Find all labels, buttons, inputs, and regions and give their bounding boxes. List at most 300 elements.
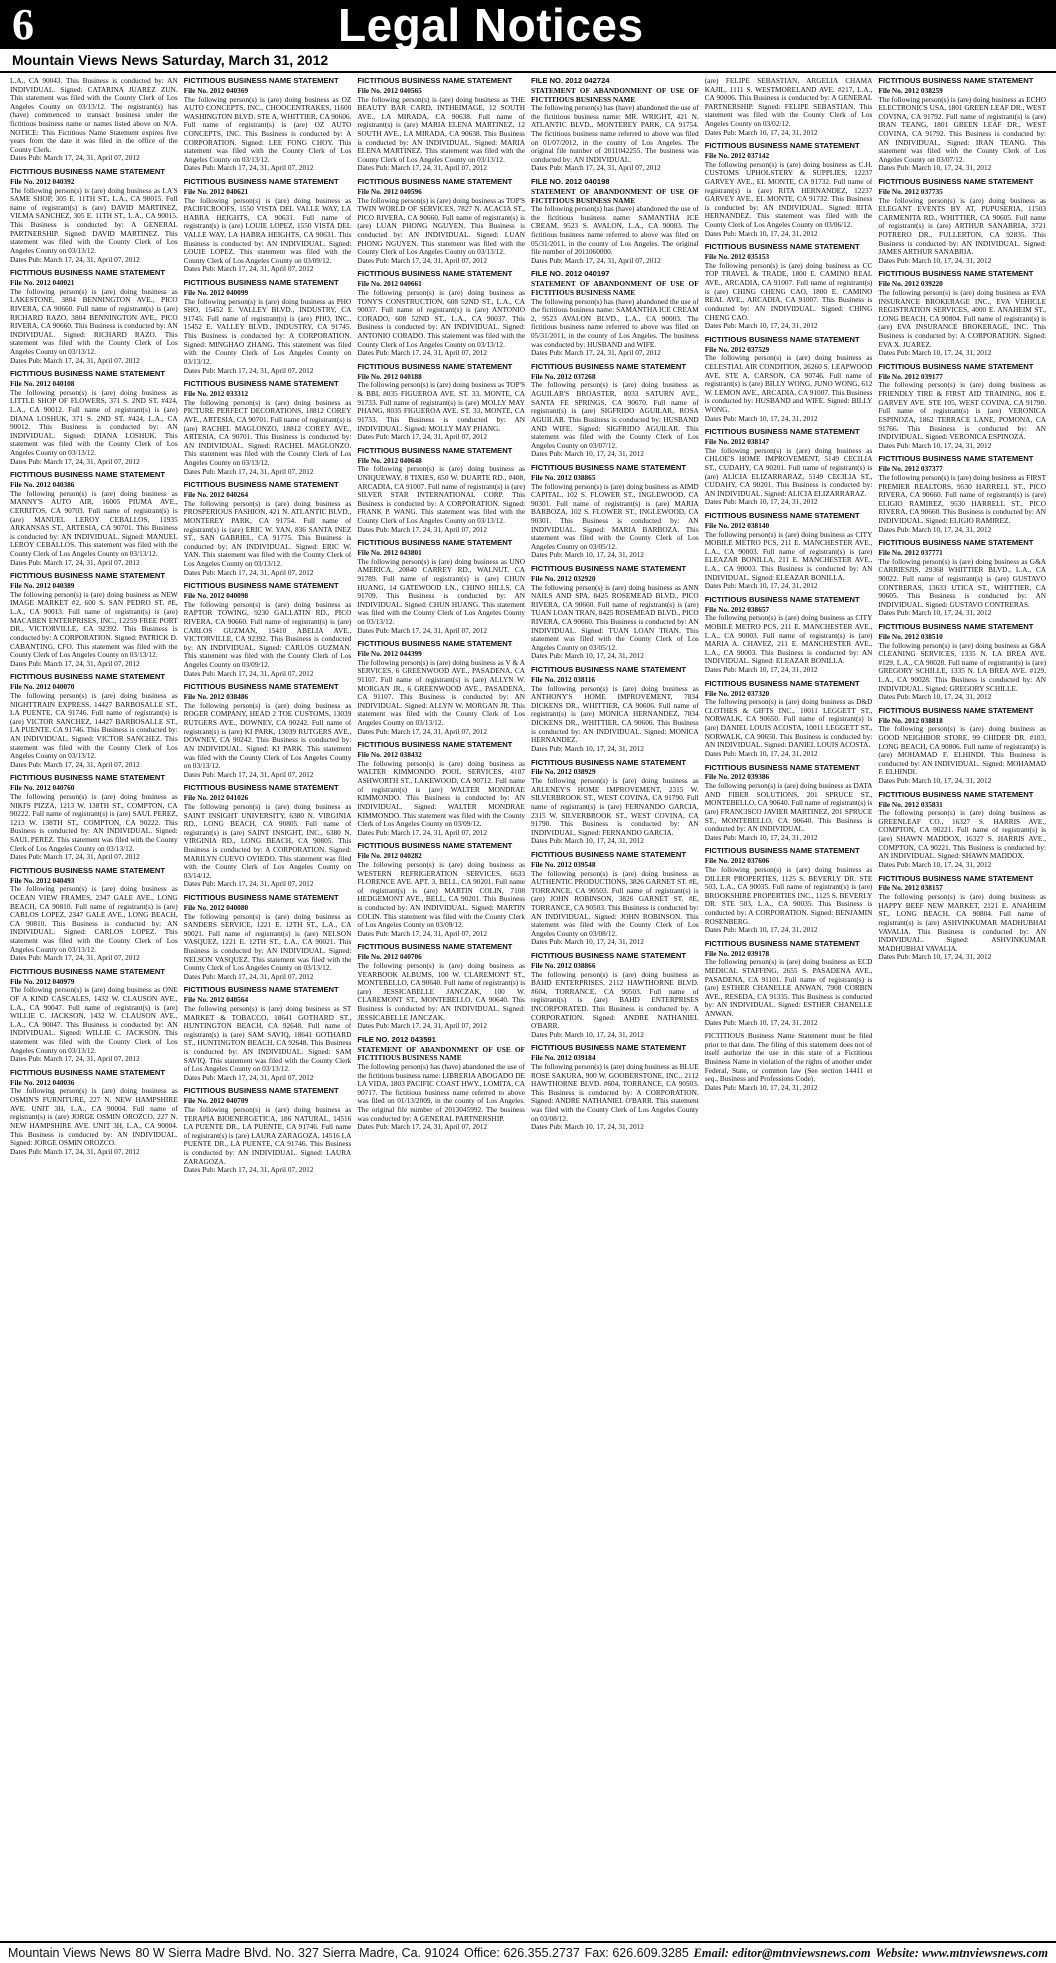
- legal-notice: [357, 77, 525, 173]
- notice-file-number: File No. 2012 033312: [183, 389, 249, 399]
- notice-heading: FILE NO. 2012 043591: [357, 1034, 436, 1044]
- notice-heading: FICTITIOUS BUSINESS NAME STATEMENT: [183, 892, 339, 902]
- notice-body: The following person(s) is (are) doing business as FRIENDLY TIRE & FIRST AID TRAINING, 806 E. GARVEY AVE. STE 105, WEST COVINA, CA 91790. Full name of registrant(s) is (are) VERONICA ESPINOZA, 1862 TERRACE LANE, POMONA, CA 91766. This Business is conducted by: AN INDIVIDUAL. Signed: VERONICA ESPINOZA.: [878, 380, 1047, 442]
- notice-body: The following person(s) is (are) doing business as YEARBOOK ALBUMS, 100 W. CLAREMONT ST., MONTEBELLO, CA 90640. Full name of registrant(s) is (are) JESSICABELLE JANCZAK, 100 W. CLAREMONT ST., MONTEBELLO, CA 90640. This Business is conducted by: AN INDIVIDUAL. Signed: JESSICABELLE JANCZAK.: [357, 960, 526, 1022]
- notice-heading: FILE NO. 2012 040197: [531, 269, 610, 279]
- notice-heading: FICTITIOUS BUSINESS NAME STATEMENT: [10, 773, 165, 783]
- notice-file-number: File No. 2012 040369: [183, 85, 249, 95]
- legal-notice: [10, 572, 178, 668]
- notice-body: The following person(s) is (are) doing business as NIGHTTRAIN EXPRESS, 14427 BARBOSALLE ST., LA PUENTE, CA 91746. Full name of registrant(s) is (are) VICTOR SANCHEZ, 14427 BARBOSALLE ST., LA PUENTE, CA 91746. This Business is conducted by: AN INDIVIDUAL. Signed: VICTOR SANCHEZ. This statement was filed with the County Clerk of Los Angeles County on 03/13/12.: [10, 690, 178, 761]
- legal-notice: [357, 178, 525, 265]
- column-4: [531, 77, 699, 1939]
- column-5: [705, 77, 873, 1939]
- notice-body: The following person(s) is (are) doing business as CHLOE'S HOME IMPROVEMENT, 5149 CECILIA ST., CUDAHY, CA 90201. Full name of registrant(s) is (are) ALICIA ELIZARRARAZ, 5149 CECILIA ST., CUDAHY, CA 90201. This Business is conducted by: AN INDIVIDUAL. Signed: ALICIA ELIZARRARAZ.: [704, 445, 873, 498]
- notice-publication-dates: Dates Pub: March 17, 24, 31, April 07, 2012: [183, 1165, 314, 1175]
- notice-file-number: File No. 2012 040386: [10, 480, 75, 490]
- column-3: [357, 77, 525, 1939]
- notice-heading: FICTITIOUS BUSINESS NAME STATEMENT: [531, 950, 686, 960]
- notice-publication-dates: Dates Pub: March 17, 24, 31, April 07, 2012: [357, 928, 488, 938]
- notice-heading: FICTITIOUS BUSINESS NAME STATEMENT: [704, 334, 860, 344]
- notice-heading: FICTITIOUS BUSINESS NAME STATEMENT: [183, 985, 339, 995]
- notice-file-number: File No. 2012 040098: [183, 591, 249, 601]
- legal-notice: [357, 943, 525, 1030]
- notice-file-number: File No. 2012 032920: [531, 573, 596, 583]
- notice-publication-dates: Dates Pub: March 17, 24, 31, April 07, 2012: [10, 153, 140, 163]
- notice-publication-dates: Dates Pub: March 10, 17, 24, 31, 2012: [531, 651, 644, 661]
- notice-file-number: STATEMENT OF ABANDONMENT OF USE OF FICTITIOUS BUSINESS NAME: [357, 1044, 526, 1063]
- notice-file-number: File No. 2012 037320: [704, 688, 770, 698]
- notice-heading: FICTITIOUS BUSINESS NAME STATEMENT: [357, 361, 513, 371]
- notice-file-number: File No. 2012 040596: [357, 187, 422, 196]
- notice-body: The following person(s) is (are) doing business as ELEGANT EVENTS BY AT, PUPUSERIA, 11503 CARMENITA RD., WHITTIER, CA 90605. Full name of registrant(s) is (are) ARTHUR SANABRIA, 3721 POTRERO DR., FULLERTON, CA 92835. This Business is conducted by: AN INDIVIDUAL. Signed: JAMES ARTHUR SANABRIA.: [878, 195, 1047, 257]
- notice-heading: FICTITIOUS BUSINESS NAME STATEMENT: [704, 678, 860, 688]
- legal-notice: [878, 791, 1046, 870]
- notice-publication-dates: Dates Pub: March 10, 17, 24, 31, 2012: [878, 163, 992, 173]
- notice-publication-dates: Dates Pub: March 10, 17, 24, 31, 2012: [878, 524, 992, 534]
- notice-body: FICTITIOUS Business Name Statement must be filed prior to that date. The filing of this statement does not of itself authorize the use in this state of a Fictitious Business Name in violation of the rights of another under Federal, State, or common law (See section 14411 et seq., Business and Professions Code).: [704, 1031, 873, 1084]
- legal-notice: [10, 370, 178, 466]
- legal-notice: [10, 269, 178, 365]
- notice-heading: FICTITIOUS BUSINESS NAME STATEMENT: [704, 846, 860, 856]
- notice-heading: FICTITIOUS BUSINESS NAME STATEMENT: [357, 740, 513, 750]
- notice-publication-dates: Dates Pub: March 10, 17, 24, 31, 2012: [531, 550, 644, 560]
- notice-publication-dates: Dates Pub: March 17, 24, 31, April 07, 2012: [357, 1021, 488, 1031]
- notice-publication-dates: Dates Pub: March 10, 17, 24, 31, 2012: [704, 925, 818, 935]
- notice-publication-dates: Dates Pub: March 10, 17, 24, 31, 2012: [704, 1017, 818, 1027]
- notice-body: The following person(s) is (are) doing business as V & A SERVICES, 6 GREENWOOD AVE., PASADENA, CA 91107. Full name of registrant(s) is (are) ALLYN W. MORGAN JR., 6 GREENWOOD AVE., PASADENA, CA 91107. This Business is conducted by: AN INDIVIDUAL. Signed: ALLYN W. MORGAN JR. This statement was filed with the County Clerk of Los Angeles County on 03/13/12.: [357, 657, 526, 728]
- legal-notice: [878, 707, 1046, 786]
- footer-fax: Fax: 626.609.3285: [584, 1946, 689, 1960]
- notice-publication-dates: Dates Pub: March 17, 24, 31, April 07, 2012: [10, 759, 140, 769]
- notice-heading: FICTITIOUS BUSINESS NAME STATEMENT: [878, 361, 1034, 371]
- notice-file-number: STATEMENT OF ABANDONMENT OF USE OF FICTITIOUS BUSINESS NAME: [531, 279, 699, 298]
- notice-file-number: File No. 2012 039548: [531, 859, 596, 869]
- legal-notice: [357, 447, 525, 534]
- notice-heading: FICTITIOUS BUSINESS NAME STATEMENT: [704, 141, 860, 151]
- notice-publication-dates: Dates Pub: March 10, 17, 24, 31, 2012: [531, 449, 644, 459]
- legal-notice: [357, 1036, 525, 1132]
- legal-notice: [184, 894, 352, 981]
- notice-heading: FICTITIOUS BUSINESS NAME STATEMENT: [704, 594, 860, 604]
- notice-file-number: File No. 2012 040392: [10, 177, 75, 187]
- notice-publication-dates: Dates Pub: March 17, 24, 31, April 07, 2012: [531, 255, 661, 265]
- notice-heading: FICTITIOUS BUSINESS NAME STATEMENT: [704, 762, 860, 772]
- legal-notice: [878, 363, 1046, 450]
- legal-notice: [184, 481, 352, 577]
- notice-publication-dates: Dates Pub: March 10, 17, 24, 31, 2012: [878, 608, 992, 618]
- notice-publication-dates: Dates Pub: March 10, 17, 24, 31, 2012: [704, 1082, 818, 1092]
- notice-body: The following person(s) is (are) doing business as C.H. CUSTOMS UPHOLSTERY & SUPPLIES, 12237 GARVEY AVE., EL MONTE, CA 91732. Full name of registrant(s) is (are) RITA HERNANDEZ, 12237 GARVEY AVE., EL MONTE, CA 91732. This Business is conducted by: AN INDIVIDUAL. Signed: RITA HERNANDEZ. This statement was filed with the County Clerk of Los Angeles County on 03/06/12.: [704, 159, 873, 230]
- notice-body: The following person(s) is (are) doing business as PICTURE PERFECT DECORATIONS, 18812 COREY AVE., ARTESIA, CA 90701. Full name of registrant(s) is (are) RACHEL MAGLONZO, 18812 COREY AVE., ARTESIA, CA 90701. This Business is conducted by: AN INDIVIDUAL. Signed: RACHEL MAGLONZO. This statement was filed with the County Clerk of Los Angeles County on 03/13/12.: [183, 397, 352, 467]
- notice-file-number: File No. 2012 035831: [878, 799, 943, 809]
- notice-body: The following person(s) is (are) doing business as DATA AND FIBER SOLUTIONS, 201 SPRUCE ST., MONTEBELLO, CA 90640. Full name of registrant(s) is (are) FRANCISCO JAVIER MARTINEZ, 201 SPRUCE ST., MONTEBELLO, CA 90640. This Business is conducted by: AN INDIVIDUAL.: [704, 781, 873, 834]
- notice-file-number: STATEMENT OF ABANDONMENT OF USE OF FICTITIOUS BUSINESS NAME: [531, 85, 699, 104]
- notice-file-number: File No. 2012 037268: [531, 371, 596, 381]
- notice-publication-dates: Dates Pub: March 17, 24, 31, April 07, 2012: [357, 255, 488, 265]
- notice-file-number: File No. 2012 040036: [10, 1077, 75, 1087]
- legal-notice: [184, 784, 352, 889]
- notice-publication-dates: Dates Pub: March 17, 24, 31, April 07, 2012: [10, 254, 140, 264]
- notice-heading: FICTITIOUS BUSINESS NAME STATEMENT: [357, 942, 513, 952]
- legal-notice: [705, 680, 873, 759]
- notice-body: The following person(s) is (are) doing business as ARLENEY'S HOME IMPROVEMENT, 2315 W. SILVERBROOK ST., WEST COVINA, CA 91790. Full name of registrant(s) is (are) FERNANDO GARCIA, 2315 W. SILVERBROOK ST., WEST COVINA, CA 91790. This Business is conducted by: AN INDIVIDUAL. Signed: FERNANDO GARCIA.: [531, 776, 699, 837]
- legal-notice: [184, 683, 352, 779]
- notice-heading: FICTITIOUS BUSINESS NAME STATEMENT: [357, 538, 513, 548]
- notice-body: The following person(s) is (are) doing business as GOOD NEIGHBOR STORE, 99 CHIDER DR. #103, LONG BEACH, CA 90806. Full name of registrant(s) is (are) MOHAMAD F. ELHINDI. This Business is conducted by: AN INDIVIDUAL. Signed: MOHAMAD F. ELHINDI.: [878, 724, 1047, 777]
- legal-notice: [878, 270, 1046, 357]
- notice-heading: FICTITIOUS BUSINESS NAME STATEMENT: [10, 167, 165, 177]
- notice-heading: FILE NO. 2012 040198: [531, 177, 610, 187]
- notice-body: The following person(s) is (are) doing business as OCEAN VIEW FRAMES, 2347 GALE AVE., LONG BEACH, CA 90810. Full name of registrant(s) is (are) CARLOS LOPEZ, 2347 GALE AVE., LONG BEACH, CA 90810. This Business is conducted by: AN INDIVIDUAL. Signed: CARLOS LOPEZ. This statement was filed with the County Clerk of Los Angeles County on 03/13/12.: [10, 884, 178, 954]
- notice-columns: [10, 77, 1046, 1939]
- legal-notice: [531, 759, 699, 846]
- notice-publication-dates: Dates Pub: March 10, 17, 24, 31, 2012: [878, 952, 992, 962]
- notice-body: The following person(s) is (are) doing business as WESTERN REFRIGERATION SERVICES, 6633 FLORENCE AVE. APT. 3, BELL, CA 90201. Full name of registrant(s) is (are) MARTIN COLIN, 7108 HEDGEMONT AVE., BELL, CA 90201. This Business is conducted by: AN INDIVIDUAL. Signed: MARTIN COLIN. This statement was filed with the County Clerk of Los Angeles County on 03/09/12.: [357, 859, 526, 930]
- footer-address: 80 W Sierra Madre Blvd. No. 327 Sierra Madre, Ca. 91024: [135, 1946, 460, 1960]
- notice-body: The following person(s) is (are) doing business as TERAPIA BIOENERGETICA, 186 NATURAL, 14516 LA PUENTE DR., LA PUENTE, CA 91746. Full name of registrant(s) is (are) LAURA ZARAGOZA, 14516 LA PUENTE DR., LA PUENTE, CA 91746. This Business is conducted by: AN INDIVIDUAL. Signed: LAURA ZARAGOZA.: [183, 1105, 352, 1166]
- notice-heading: FICTITIOUS BUSINESS NAME STATEMENT: [10, 1067, 165, 1077]
- notice-file-number: File No. 2012 037529: [704, 344, 770, 354]
- notice-body: The following person(s) is (are) doing business as ANTHONY'S HOME IMPROVEMENT, 7834 DICKENS DR., WHITTIER, CA 90606. Full name of registrant(s) is (are) MONICA HERNANDEZ, 7834 DICKENS DR., WHITTIER, CA 90606. This Business is conducted by: AN INDIVIDUAL. Signed: MONICA HERNANDEZ.: [531, 683, 699, 745]
- footer-email[interactable]: Email: editor@mtnviewsnews.com: [693, 1945, 871, 1960]
- legal-notice: [10, 471, 178, 567]
- legal-notice: [878, 455, 1046, 534]
- notice-publication-dates: Dates Pub: March 10, 17, 24, 31, 2012: [878, 440, 992, 450]
- notice-body: The following person(s) is (are) doing business as GREENLEAF CO., 16327 S. HARRIS AVE., COMPTON, CA 90221. Full name of registrant(s) is (are) SHAWN MADDOX, 16327 S. HARRIS AVE., COMPTON, CA 90221. This Business is conducted by: AN INDIVIDUAL. Signed: SHAWN MADDOX.: [878, 808, 1047, 861]
- notice-file-number: File No. 2012 038866: [531, 960, 596, 970]
- notice-heading: FICTITIOUS BUSINESS NAME STATEMENT: [357, 639, 513, 649]
- notice-heading: FICTITIOUS BUSINESS NAME STATEMENT: [878, 454, 1034, 464]
- notice-publication-dates: Dates Pub: March 17, 24, 31, April 07, 2012: [357, 432, 488, 442]
- notice-heading: FICTITIOUS BUSINESS NAME STATEMENT: [878, 789, 1034, 799]
- notice-heading: FICTITIOUS BUSINESS NAME STATEMENT: [878, 77, 1034, 85]
- notice-file-number: File No. 2012 040264: [183, 490, 249, 500]
- notice-body: The following person(s) is (are) doing business as DILLER PROPERTIES, 1125 S. BEVERLY DR. STE 503, L.A., CA 90035. Full name of registrant(s) is (are) BROOKSHIRE PROPERTIES INC., 1125 S. BEVERLY DR. STE 503, L.A., CA 90035. This Business is conducted by: A CORPORATION. Signed: BENJAMIN ROSENBERG.: [704, 864, 873, 926]
- notice-heading: FICTITIOUS BUSINESS NAME STATEMENT: [183, 177, 339, 187]
- notice-heading: FICTITIOUS BUSINESS NAME STATEMENT: [531, 361, 686, 371]
- notice-body: The following person(s) is (are) doing business as CITY MOBILE METRO PCS, 211 E. MANCHESTER AVE., L.A., CA 90003. Full name of registrant(s) is (are) ELEAZAR BONILLA, 211 E. MANCHESTER AVE., L.A., CA 90003. This Business is conducted by: AN INDIVIDUAL. Signed: ELEAZAR BONILLA.: [704, 529, 873, 582]
- notice-file-number: File No. 2012 038865: [531, 472, 596, 482]
- notice-heading: FICTITIOUS BUSINESS NAME STATEMENT: [183, 278, 339, 288]
- notice-body: The following person(s) is (are) doing business as G&A CARRIESJIS, 29368 WHITTIER BLVD., L.A., CA 90022. Full name of registrant(s) is (are) GUSTAVO CONTRERAS, 13633 UTICA ST., WHITTIER, CA 90605. This Business is conducted by: AN INDIVIDUAL. Signed: GUSTAVO CONTRERAS.: [878, 556, 1047, 609]
- notice-body: L.A., CA 90043. This Business is conducted by: AN INDIVIDUAL. Signed: CATARINA JUAREZ ZUN. This statement was filed with the County Clerk of Los Angeles County on 03/13/12. The registrant(s) has (have) commenced to transact business under the fictitious business name or names listed above on N/A. NOTICE: This Fictitious Name Statement expires five years from the date it was filed in the office of the County Clerk.: [10, 77, 178, 154]
- notice-heading: FICTITIOUS BUSINESS NAME STATEMENT: [704, 242, 860, 252]
- notice-body: The following person(s) is (are) doing business as THE BEAUTY BAR CARD, INTHEIMAGE, 12 SOUTH AVE., LA MIRADA, CA 90638. Full name of registrant(s) is (are) MARIA ELENA MARTINEZ, 12 SOUTH AVE., LA MIRADA, CA 90638. This Business is conducted by: AN INDIVIDUAL. Signed: MARIA ELENA MARTINEZ. This statement was filed with the County Clerk of Los Angeles County on 03/13/12.: [357, 94, 526, 164]
- legal-notice: [10, 774, 178, 861]
- notice-body: The following person(s) is (are) doing business as BAHD ENTERPRISES, 2112 HAWTHORNE BLVD. #604, TORRANCE, CA 90503. Full name of registrant(s) is (are) BAHD ENTERPRISES INCORPORATED. This Business is conducted by: A CORPORATION. Signed: ANDRE NATHANIEL O'BARR.: [531, 969, 699, 1031]
- notice-publication-dates: Dates Pub: March 10, 17, 24, 31, 2012: [531, 1122, 644, 1132]
- notice-heading: FILE NO. 2012 042724: [531, 77, 610, 85]
- notice-heading: FICTITIOUS BUSINESS NAME STATEMENT: [878, 873, 1034, 883]
- footer: [0, 1943, 1056, 1963]
- legal-notice: [878, 77, 1046, 173]
- notice-file-number: File No. 2012 038657: [704, 604, 770, 614]
- notice-body: The following person(s) is (are) doing business as CC TOP TRAVEL & TRADE, 1800 E. CAMINO REAL AVE., ARCADIA, CA 91007. Full name of registrant(s) is (are) CHING CHENG CAO, 1800 E. CAMINO REAL AVE., ARCADIA, CA 91007. This Business is conducted by: AN INDIVIDUAL. Signed: CHING CHENG CAO.: [704, 260, 873, 322]
- notice-body: The following person(s) is (are) doing business as OZ AUTO CONCEPTS, INC., CHOOCENTRAKES, 11600 WASHINGTON BLVD. STE A, WHITTIER, CA 90606. Full name of registrant(s) is (are) OZ AUTO CONCEPTS, INC. This Business is conducted by: A CORPORATION. Signed: LEE FONG CHOY. This statement was filed with the County Clerk of Los Angeles County on 03/13/12.: [183, 94, 352, 164]
- notice-publication-dates: Dates Pub: March 10, 17, 24, 31, 2012: [704, 321, 818, 331]
- legal-notice: [184, 178, 352, 274]
- notice-publication-dates: Dates Pub: March 10, 17, 24, 31, 2012: [878, 776, 992, 786]
- notice-publication-dates: Dates Pub: March 17, 24, 31, April 07, 2012: [357, 827, 488, 837]
- notice-publication-dates: Dates Pub: March 17, 24, 31, April 07, 2012: [183, 971, 314, 981]
- legal-notice: [705, 764, 873, 843]
- notice-body: The following person(s) is (are) doing business as ECD MEDICAL STAFFING, 2655 S. PASADENA AVE., PASADENA, CA 91101. Full name of registrant(s) is (are) ESTHER CHANELLE ANWAN, 7908 CORBIN AVE., RESEDA, CA 91335. This Business is conducted by: AN INDIVIDUAL. Signed: ESTHER CHANELLE ANWAN.: [704, 957, 873, 1018]
- notice-body: The following person(s) is (are) doing business as ECHO ELECTRONICS USA, 1801 GREEN LEAF DR., WEST COVINA, CA 91792. Full name of registrant(s) is (are) IRAN TEANG, 1801 GREEN LEAF DR., WEST COVINA, CA 91792. This Business is conducted by: AN INDIVIDUAL. Signed: IRAN TEANG. This statement was filed with the County Clerk of Los Angeles County on 03/07/12.: [878, 94, 1047, 164]
- masthead: [0, 0, 1056, 49]
- legal-notice: [357, 363, 525, 442]
- legal-notice: [705, 596, 873, 675]
- notice-heading: FICTITIOUS BUSINESS NAME STATEMENT: [10, 966, 165, 976]
- notice-body: The following person(s) is (are) doing business as LAKESTONE, 3804 BENNINGTON AVE., PICO RIVERA, CA 90660. Full name of registrant(s) is (are) RICHARD RAZO, 3804 BENNINGTON AVE., PICO RIVERA, CA 90660. This Business is conducted by: AN INDIVIDUAL. Signed: RICHARD RAZO. This statement was filed with the County Clerk of Los Angeles County on 03/13/12.: [10, 286, 178, 356]
- legal-notice: [531, 464, 699, 560]
- notice-file-number: File No. 2012 040706: [357, 952, 422, 962]
- notice-heading: FICTITIOUS BUSINESS NAME STATEMENT: [183, 682, 339, 692]
- notice-file-number: File No. 2012 038147: [704, 437, 770, 447]
- legal-notice: [531, 666, 699, 753]
- legal-notice: [10, 968, 178, 1064]
- notice-publication-dates: Dates Pub: March 10, 17, 24, 31, 2012: [704, 832, 818, 842]
- notice-file-number: File No. 2012 040188: [357, 371, 422, 381]
- notice-body: The following person(s) is (are) doing business as UNO AMERICA, 20840 CARREY RD., WALNUT, CA 91789. Full name of registrant(s) is (are) CHUN HUANG, 14 GATEWOOD LN., CHINO HILLS, CA 91709. This Business is conducted by: AN INDIVIDUAL. Signed: CHUN HUANG. This statement was filed with the County Clerk of Los Angeles County on 03/13/12.: [357, 556, 526, 627]
- notice-heading: FICTITIOUS BUSINESS NAME STATEMENT: [10, 369, 165, 379]
- notice-file-number: File No. 2012 040979: [10, 976, 75, 986]
- legal-notice: [184, 77, 352, 173]
- legal-notice: [705, 243, 873, 330]
- notice-file-number: File No. 2012 040621: [183, 187, 249, 196]
- notice-heading: FICTITIOUS BUSINESS NAME STATEMENT: [357, 177, 513, 187]
- notice-body: The following person(s) is (are) doing business as SAINT INSIGHT UNIVERSITY, 6380 N. VIRGINIA RD., LONG BEACH, CA 90805. Full name of registrant(s) is (are) SAINT INSIGHT, INC., 6380 N. VIRGINIA RD., LONG BEACH, CA 90805. This Business is conducted by: A CORPORATION. Signed: MARILYN CUEVO OVIEDO. This statement was filed with the County Clerk of Los Angeles County on 03/14/12.: [183, 801, 352, 880]
- notice-publication-dates: Dates Pub: March 10, 17, 24, 31, 2012: [531, 1029, 644, 1039]
- header-divider: [0, 71, 1056, 73]
- legal-notice: [10, 867, 178, 963]
- notice-body: The following person(s) is (are) doing business as FIRST PREMIER REALTORS, 9530 HARRELL ST., PICO RIVERA, CA 90660. Full name of registrant(s) is (are) ELIGIO RAMIREZ, 9530 HARRELL ST., PICO RIVERA, CA 90660. This Business is conducted by: AN INDIVIDUAL. Signed: ELIGIO RAMIREZ.: [878, 472, 1047, 525]
- notice-file-number: File No. 2012 040760: [10, 783, 75, 793]
- notice-body: The following person(s) is (are) doing business as PACIFICROOFS, 1550 VISTA DEL VALLE WAY, LA HABRA HEIGHTS, CA 90631. Full name of registrant(s) is (are) LOUIE LOPEZ, 1550 VISTA DEL VALLE WAY, LA HABRA HEIGHTS, CA 90631. This Business is conducted by: AN INDIVIDUAL. Signed: LOUIE LOPEZ. This statement was filed with the County Clerk of Los Angeles County on 03/09/12.: [183, 195, 352, 265]
- footer-website[interactable]: Website: www.mtnviewsnews.com: [875, 1945, 1048, 1960]
- notice-file-number: File No. 2012 040099: [183, 288, 249, 298]
- notice-file-number: File No. 2012 040564: [183, 995, 249, 1005]
- notice-file-number: File No. 2012 040108: [10, 379, 75, 389]
- legal-notice: [357, 270, 525, 357]
- notice-file-number: File No. 2012 040070: [10, 682, 75, 692]
- notice-body: The following person(s) is (are) doing business as AGUILAR'S BROASTER, 8033 SATURN AVE., SANTA FE SPRINGS, CA 90670. Full name of registrant(s) is (are) SIGFRIDO AGUILAR, ROSA AGUILAR. This Business is conducted by: HUSBAND AND WIFE. Signed: SIGFRIDO AGUILAR. This statement was filed with the County Clerk of Los Angeles County on 03/07/12.: [531, 380, 699, 450]
- notice-body: The following person(s) is (are) doing business as ONE OF A KIND CASCALES, 1432 W. CLAUSON AVE., L.A., CA 90047. Full name of registrant(s) is (are) WILLIE C. JACKSON, 1432 W. CLAUSON AVE., L.A., CA 90047. This Business is conducted by: AN INDIVIDUAL. Signed: WILLIE C. JACKSON. This statement was filed with the County Clerk of Los Angeles County on 03/13/12.: [10, 985, 178, 1055]
- notice-publication-dates: Dates Pub: March 17, 24, 31, April 07, 2012: [183, 466, 314, 476]
- notice-publication-dates: Dates Pub: March 17, 24, 31, April 07, 2012: [183, 879, 314, 889]
- notice-heading: FICTITIOUS BUSINESS NAME STATEMENT: [183, 480, 339, 490]
- notice-file-number: File No. 2012 038486: [183, 692, 249, 702]
- notice-body: The following person(s) is (are) doing business as TONY'S CONSTRUCTION, 608 52ND ST., L.A., CA 90037. Full name of registrant(s) is (are) ANTONIO CORADO, 608 52ND ST., L.A., CA 90037. This Business is conducted by: AN INDIVIDUAL. Signed: ANTONIO CORADO. This statement was filed with the County Clerk of Los Angeles County on 03/13/12.: [357, 288, 526, 349]
- notice-body: The following person(s) is (are) doing business as D&D CLOTHES & GIFTS INC., 10011 LEGGETT ST., NORWALK, CA 90650. Full name of registrant(s) is (are) DANIEL LOUIS ACOSTA, 10011 LEGGETT ST., NORWALK, CA 90650. This Business is conducted by: AN INDIVIDUAL. Signed: DANIEL LOUIS ACOSTA.: [704, 697, 873, 750]
- notice-file-number: File No. 2012 037735: [878, 187, 943, 196]
- notice-publication-dates: Dates Pub: March 17, 24, 31, April 07, 2012: [10, 456, 140, 466]
- notice-publication-dates: Dates Pub: March 10, 17, 24, 31, 2012: [704, 413, 818, 423]
- legal-notice: [531, 178, 699, 265]
- notice-body: The following person(s) is (are) doing business as NEW IMAGE MARKET #2, 600 S. SAN PEDRO ST. #E, L.A., CA 90013. Full name of registrant(s) is (are) MACABEN ENTERPRISES, INC., 12259 FREE PORT DR., VICTORVILLE, CA 92392. This Business is conducted by: A CORPORATION. Signed: PATRICK D. CABANTING, CFO. This statement was filed with the County Clerk of Los Angeles County on 03/13/12.: [10, 589, 178, 660]
- notice-heading: FICTITIOUS BUSINESS NAME STATEMENT: [531, 564, 686, 574]
- legal-notice: [357, 640, 525, 736]
- legal-notice: [531, 270, 699, 357]
- notice-file-number: File No. 2012 039184: [531, 1053, 596, 1063]
- notice-file-number: File No. 2012 038157: [878, 883, 943, 893]
- notice-body: The following person(s) has (have) abandoned the use of the fictitious business name: SAMANTHA ICE CREAM, 9523 S. AVALON, L.A., CA 90003. The fictitious business name referred to above was filed on 05/31/2011, in the county of Los Angeles. The original file number of 2011060000.: [531, 204, 699, 257]
- legal-notice: [184, 1087, 352, 1174]
- notice-heading: FICTITIOUS BUSINESS NAME STATEMENT: [878, 269, 1034, 279]
- notice-publication-dates: Dates Pub: March 17, 24, 31, April 07, 2012: [183, 769, 314, 779]
- notice-publication-dates: Dates Pub: March 17, 24, 31, April 07, 2012: [357, 348, 488, 358]
- notice-file-number: File No. 2012 040493: [10, 875, 75, 885]
- notice-publication-dates: Dates Pub: March 17, 24, 31, April 07, 2012: [531, 348, 661, 358]
- legal-notice: [878, 875, 1046, 962]
- notice-body: (are) FELIPE SEBASTIAN, ARGELIA CHAMA KAJIL, 1111 S. WESTMORELAND AVE. #217, L.A., CA 90006. This Business is conducted by: A GENERAL PARTNERSHIP. Signed: FELIPE SEBASTIAN. This statement was filed with the County Clerk of Los Angeles County on 03/02/12.: [704, 77, 873, 129]
- notice-body: The following person(s) is (are) doing business as LITTLE SHOP OF FLOWERS, 371 S. 2ND ST. #424, L.A., CA 90012. Full name of registrant(s) is (are) DIANA LOSHUK, 371 S. 2ND ST. #424, L.A., CA 90012. This Business is conducted by: AN INDIVIDUAL. Signed: DIANA LOSHUK. This statement was filed with the County Clerk of Los Angeles County on 03/13/12.: [10, 387, 178, 458]
- notice-file-number: File No. 2012 038818: [878, 715, 943, 725]
- notice-body: The following person(s) is (are) doing business as EVA INSURANCE BROKERAGE INC., EVA VEHICLE REGISTRATION SERVICES, 4000 E. ANAHEIM ST., LONG BEACH, CA 90804. Full name of registrant(s) is (are) EVA INSURANCE BROKERAGE, INC. This Business is conducted by: A CORPORATION. Signed: EVA X. JUAREZ.: [878, 288, 1047, 349]
- notice-publication-dates: Dates Pub: March 17, 24, 31, April 07, 2012: [183, 668, 314, 678]
- notice-heading: FICTITIOUS BUSINESS NAME STATEMENT: [183, 581, 339, 591]
- notice-publication-dates: Dates Pub: March 10, 17, 24, 31, 2012: [878, 859, 992, 869]
- notice-file-number: File No. 2012 040661: [357, 279, 422, 289]
- notice-body: The following person(s) is (are) doing business as CITY MOBILE METRO PCS, 211 E. MANCHESTER AVE., L.A., CA 90003. Full name of registrant(s) is (are) MARIA A. CHAVEZ, 211 E. MANCHESTER AVE., L.A., CA 90003. This Business is conducted by: AN INDIVIDUAL. Signed: ELEAZAR BONILLA.: [704, 613, 873, 666]
- notice-publication-dates: Dates Pub: March 10, 17, 24, 31, 2012: [878, 692, 992, 702]
- legal-notice: [705, 940, 873, 1027]
- notice-heading: FICTITIOUS BUSINESS NAME STATEMENT: [10, 672, 165, 682]
- column-6: [878, 77, 1046, 1939]
- legal-notice: [184, 986, 352, 1082]
- legal-notice: [705, 142, 873, 238]
- legal-notice: [878, 178, 1046, 265]
- notice-heading: FICTITIOUS BUSINESS NAME STATEMENT: [704, 511, 860, 521]
- notice-publication-dates: Dates Pub: March 10, 17, 24, 31, 2012: [531, 743, 644, 753]
- notice-file-number: File No. 2012 040709: [183, 1096, 249, 1106]
- legal-notice: [531, 363, 699, 459]
- notice-heading: FICTITIOUS BUSINESS NAME STATEMENT: [878, 705, 1034, 715]
- notice-heading: FICTITIOUS BUSINESS NAME STATEMENT: [531, 462, 686, 472]
- footer-office-phone: Office: 626.355.2737: [463, 1946, 580, 1960]
- notice-heading: FICTITIOUS BUSINESS NAME STATEMENT: [531, 849, 686, 859]
- notice-body: The following person(s) is (are) doing business as TOP'S & BBI, 8035 FIGUEROA AVE. ST. 33, MONTE, CA 91733. Full name of registrant(s) is (are) MOLLY MAY PHANG, 8035 FIGUEROA AVE. ST. 33, MONTE, CA 91733. This Business is conducted by: AN INDIVIDUAL. Signed: MOLLY MAY PHANG.: [357, 380, 526, 433]
- notice-file-number: File No. 2012 040282: [357, 851, 422, 861]
- notice-heading: FICTITIOUS BUSINESS NAME STATEMENT: [10, 268, 165, 278]
- notice-body: The following person(s) is (are) doing business as SANDERS SERVICE, 1221 E. 12TH ST., L.A., CA 90021. Full name of registrant(s) is (are) NELSON VASQUEZ, 1221 E. 12TH ST., L.A., CA 90021. This Business is conducted by: AN INDIVIDUAL. Signed: NELSON VASQUEZ. This statement was filed with the County Clerk of Los Angeles County on 03/13/12.: [183, 911, 352, 973]
- notice-body: The following person(s) is (are) doing business as NIKI'S PIZZA, 1213 W. 138TH ST., COMPTON, CA 90222. Full name of registrant(s) is (are) SAUL PEREZ, 1213 W. 138TH ST., COMPTON, CA 90222. This Business is conducted by: AN INDIVIDUAL. Signed: SAUL PEREZ. This statement was filed with the County Clerk of Los Angeles County on 03/13/12.: [10, 791, 178, 853]
- notice-publication-dates: Dates Pub: March 17, 24, 31, April 07, 2012: [183, 567, 314, 577]
- notice-file-number: File No. 2012 038929: [531, 767, 596, 777]
- notice-body: The following person(s) is (are) doing business as LA'S SAME SHOP, 305 E. 11TH ST., L.A., CA 90015. Full name of registrant(s) is (are) DAVID MARTINEZ, VILMA SANCHEZ, 305 E. 11TH ST., L.A., CA 90015. This Business is conducted by: A GENERAL PARTNERSHIP. Signed: DAVID MARTINEZ. This statement was filed with the County Clerk of Los Angeles County on 03/13/12.: [10, 185, 178, 255]
- notice-body: The following person(s) is (are) doing business as AIMD CAPITAL, 102 S. FLOWER ST., INGLEWOOD, CA 90301. Full name of registrant(s) is (are) MARIA BARBOZA, 102 S. FLOWER ST., INGLEWOOD, CA 90301. This Business is conducted by: AN INDIVIDUAL. Signed: MARIA BARBOZA. This statement was filed with the County Clerk of Los Angeles County on 03/05/12.: [531, 481, 699, 551]
- notice-heading: FICTITIOUS BUSINESS NAME STATEMENT: [183, 77, 339, 85]
- column-1: [10, 77, 178, 1939]
- notice-body: The following person(s) is (are) doing business as WALTER KIMMONDO POOL SERVICES, 4107 ASHWORTH ST., LAKEWOOD, CA 90712. Full name of registrant(s) is (are) WALTER MONDRAE KIMMONDO. This Business is conducted by: AN INDIVIDUAL. Signed: WALTER MONDRAE KIMMONDO. This statement was filed with the County Clerk of Los Angeles County on 03/09/12.: [357, 758, 526, 829]
- notice-heading: FICTITIOUS BUSINESS NAME STATEMENT: [10, 865, 165, 875]
- legal-notice: [705, 77, 873, 137]
- notice-publication-dates: Dates Pub: March 17, 24, 31, April 07, 2012: [531, 163, 661, 173]
- notice-heading: FICTITIOUS BUSINESS NAME STATEMENT: [10, 571, 165, 581]
- notice-file-number: File No. 2012 037377: [878, 464, 943, 474]
- notice-heading: FICTITIOUS BUSINESS NAME STATEMENT: [357, 841, 513, 851]
- notice-publication-dates: Dates Pub: March 10, 17, 24, 31, 2012: [531, 937, 644, 947]
- legal-notice: [705, 512, 873, 591]
- notice-body: The following person(s) is (are) doing business as ROGER COMPANY, HEAD 2 TOE CUSTOMS, 13039 RUTGERS AVE., DOWNEY, CA 90242. Full name of registrant(s) is (are) KI PARK, 13039 RUTGERS AVE., DOWNEY, CA 90242. This Business is conducted by: AN INDIVIDUAL. Signed: KI PARK. This statement was filed with the County Clerk of Los Angeles County on 03/13/12.: [183, 700, 352, 771]
- notice-heading: FICTITIOUS BUSINESS NAME STATEMENT: [357, 269, 513, 279]
- legal-notice: [705, 336, 873, 423]
- legal-notice: [705, 428, 873, 507]
- notice-publication-dates: Dates Pub: March 17, 24, 31, April 07, 2012: [357, 524, 488, 534]
- notice-body: The following person(s) is (are) doing business as HAPPY BEEF NEW MARKET, 2121 E. ANAHEIM ST., LONG BEACH, CA 90804. Full name of registrant(s) is (are) ASHVINKUMAR MADHUBHAI VAVALIA. This Business is conducted by: AN INDIVIDUAL. Signed: ASHVINKUMAR MADHUBHAI VAVALIA.: [878, 892, 1047, 953]
- notice-file-number: File No. 2012 039220: [878, 279, 943, 289]
- legal-notice: [531, 952, 699, 1039]
- notice-heading: FICTITIOUS BUSINESS NAME STATEMENT: [10, 470, 165, 480]
- notice-body: The following person(s) is (are) doing business as MANNY'S AUTO AIR, 16005 PIUMA AVE., CERRITOS, CA 90703. Full name of registrant(s) is (are) MANUEL LEROY CEBALLOS, 11935 ARKANSAS ST., ARTESIA, CA 90701. This Business is conducted by: AN INDIVIDUAL. Signed: MANUEL LEROY CEBALLOS. This statement was filed with the County Clerk of Los Angeles County on 03/13/12.: [10, 488, 178, 559]
- notice-file-number: File No. 2012 038510: [878, 631, 943, 641]
- notice-publication-dates: Dates Pub: March 10, 17, 24, 31, 2012: [704, 497, 818, 507]
- notice-publication-dates: Dates Pub: March 17, 24, 31, April 07, 2012: [10, 1054, 140, 1064]
- legal-notice: [357, 842, 525, 938]
- notice-publication-dates: Dates Pub: March 17, 24, 31, April 07, 2012: [10, 557, 140, 567]
- notice-body: The following person(s) is (are) doing business as AUTHENTIC PRODUCTIONS, 3826 GARNET ST. #E, TORRANCE, CA 90503. Full name of registrant(s) is (are) JOHN ROBINSON, 3826 GARNET ST. #E, TORRANCE, CA 90503. This Business is conducted by: AN INDIVIDUAL. Signed: JOHN ROBINSON. This statement was filed with the County Clerk of Los Angeles County on 03/08/12.: [531, 868, 699, 938]
- notice-body: The following person(s) has (have) abandoned the use of the fictitious business name: LIBRERIA ABOGADO DE LA VIDA, 1803 PACIFIC COAST HWY., LOMITA, CA 90717. The fictitious business name referred to above was filed on 01/13/2009, in the county of Los Angeles. The original file number of 2013045992. The business was conducted by: A GENERAL PARTNERSHIP.: [357, 1061, 526, 1123]
- notice-file-number: File No. 2012 041026: [183, 793, 249, 803]
- notice-publication-dates: Dates Pub: March 17, 24, 31, April 07, 2012: [357, 163, 488, 173]
- legal-notice: [10, 673, 178, 769]
- notice-heading: FICTITIOUS BUSINESS NAME STATEMENT: [183, 379, 339, 389]
- notice-body: The following person(s) is (are) doing business as TOP'S TWIN WORLD OF SERVICES, 7827 N. ACACIA ST., PICO RIVERA, CA 90660. Full name of registrant(s) is (are) LUAN PHONG NGUYEN. This Business is conducted by: AN INDIVIDUAL. Signed: LUAN PHONG NGUYEN. This statement was filed with the County Clerk of Los Angeles County on 03/13/12.: [357, 195, 526, 257]
- notice-file-number: File No. 2012 037771: [878, 548, 943, 558]
- publication-dateline: Mountain Views News Saturday, March 31, 2012: [12, 52, 329, 68]
- footer-publication: Mountain Views News: [8, 1946, 131, 1960]
- notice-file-number: File No. 2012 038259: [878, 85, 943, 95]
- notice-heading: FICTITIOUS BUSINESS NAME STATEMENT: [878, 538, 1034, 548]
- legal-notice: [10, 1069, 178, 1156]
- notice-heading: FICTITIOUS BUSINESS NAME STATEMENT: [531, 757, 686, 767]
- notice-heading: FICTITIOUS BUSINESS NAME STATEMENT: [183, 783, 339, 793]
- notice-publication-dates: Dates Pub: March 10, 17, 24, 31, 2012: [704, 127, 818, 137]
- notice-body: The following person(s) is (are) doing business as ANN NAILS AND SPA, 8425 ROSEMEAD BLVD., PICO RIVERA, CA 90660. Full name of registrant(s) is (are) TUAN LOAN TRAN, 8425 ROSEMEAD BLVD., PICO RIVERA, CA 90660. This Business is conducted by: AN INDIVIDUAL. Signed: TUAN LOAN TRAN. This statement was filed with the County Clerk of Los Angeles County on 03/05/12.: [531, 582, 699, 652]
- notice-body: The following person(s) is (are) doing business as OSMIN'S FURNITURE, 227 N. NEW HAMPSHIRE AVE. UNIT 3H, L.A., CA 90004. Full name of registrant(s) is (are) JORGE OSMIN OROZCO, 227 N. NEW HAMPSHIRE AVE. UNIT 3H, L.A., CA 90004. This Business is conducted by: AN INDIVIDUAL. Signed: JORGE OSMIN OROZCO.: [10, 1086, 178, 1148]
- legal-notice: [10, 77, 178, 163]
- notice-publication-dates: Dates Pub: March 17, 24, 31, April 07, 2012: [357, 726, 488, 736]
- notice-file-number: STATEMENT OF ABANDONMENT OF USE OF FICTITIOUS BUSINESS NAME: [531, 187, 699, 205]
- legal-notice: [184, 279, 352, 375]
- column-2: [184, 77, 352, 1939]
- notice-file-number: File No. 2012 040080: [183, 902, 249, 912]
- notice-file-number: File No. 2012 039177: [878, 371, 943, 381]
- notice-publication-dates: Dates Pub: March 10, 17, 24, 31, 2012: [878, 255, 992, 265]
- notice-heading: FICTITIOUS BUSINESS NAME STATEMENT: [183, 1086, 339, 1096]
- notice-publication-dates: Dates Pub: March 17, 24, 31, April 07, 2012: [10, 852, 140, 862]
- notice-file-number: File No. 2012 039178: [704, 948, 770, 958]
- notice-file-number: File No. 2012 038432: [357, 750, 422, 760]
- legal-notice: [878, 539, 1046, 618]
- legal-notice: [357, 741, 525, 837]
- legal-notice: [878, 623, 1046, 702]
- notice-publication-dates: Dates Pub: March 17, 24, 31, April 07, 2012: [10, 658, 140, 668]
- notice-heading: FICTITIOUS BUSINESS NAME STATEMENT: [878, 622, 1034, 632]
- notice-body: The following person(s) has (have) abandoned the use of the fictitious business name: MR. WRIGHT, 421 N. ATLANTIC BLVD., MONTEREY PARK, CA 91754. The fictitious business name referred to above was filed on 01/07/2012, in the county of Los Angeles. The original file number of 2011042255. The business was conducted by: AN INDIVIDUAL.: [531, 103, 699, 164]
- legal-notice: [531, 851, 699, 947]
- notice-publication-dates: Dates Pub: March 17, 24, 31, April 07, 2012: [357, 625, 488, 635]
- legal-notice: [357, 539, 525, 635]
- notice-file-number: File No. 2012 037142: [704, 151, 770, 161]
- notice-publication-dates: Dates Pub: March 17, 24, 31, April 07, 2012: [10, 355, 140, 365]
- notice-body: The following person(s) is (are) doing business as G&A CLEANING SERVICES, 1335 N. LA BREA AVE. #129, L.A., CA 90028. Full name of registrant(s) is (are) GREGORY SCHILLE, 1335 N. LA BREA AVE. #129, L.A., CA 90028. This Business is conducted by: AN INDIVIDUAL. Signed: GREGORY SCHILLE.: [878, 640, 1047, 693]
- legal-notice: [184, 380, 352, 476]
- section-title: Legal Notices: [338, 0, 644, 51]
- notice-heading: FICTITIOUS BUSINESS NAME STATEMENT: [531, 1043, 686, 1053]
- notice-heading: FICTITIOUS BUSINESS NAME STATEMENT: [704, 427, 860, 437]
- notice-body: The following person(s) is (are) doing business as RAPTOR TOWING, 9230 GALLATIN RD., PICO RIVERA, CA 90660. Full name of registrant(s) is (are) CARLOS GUZMAN, 15410 ABELIA AVE., VICTORVILLE, CA 92392. This Business is conducted by: AN INDIVIDUAL. Signed: CARLOS GUZMAN. This statement was filed with the County Clerk of Los Angeles County on 03/09/12.: [183, 599, 352, 670]
- notice-publication-dates: Dates Pub: March 10, 17, 24, 31, 2012: [704, 665, 818, 675]
